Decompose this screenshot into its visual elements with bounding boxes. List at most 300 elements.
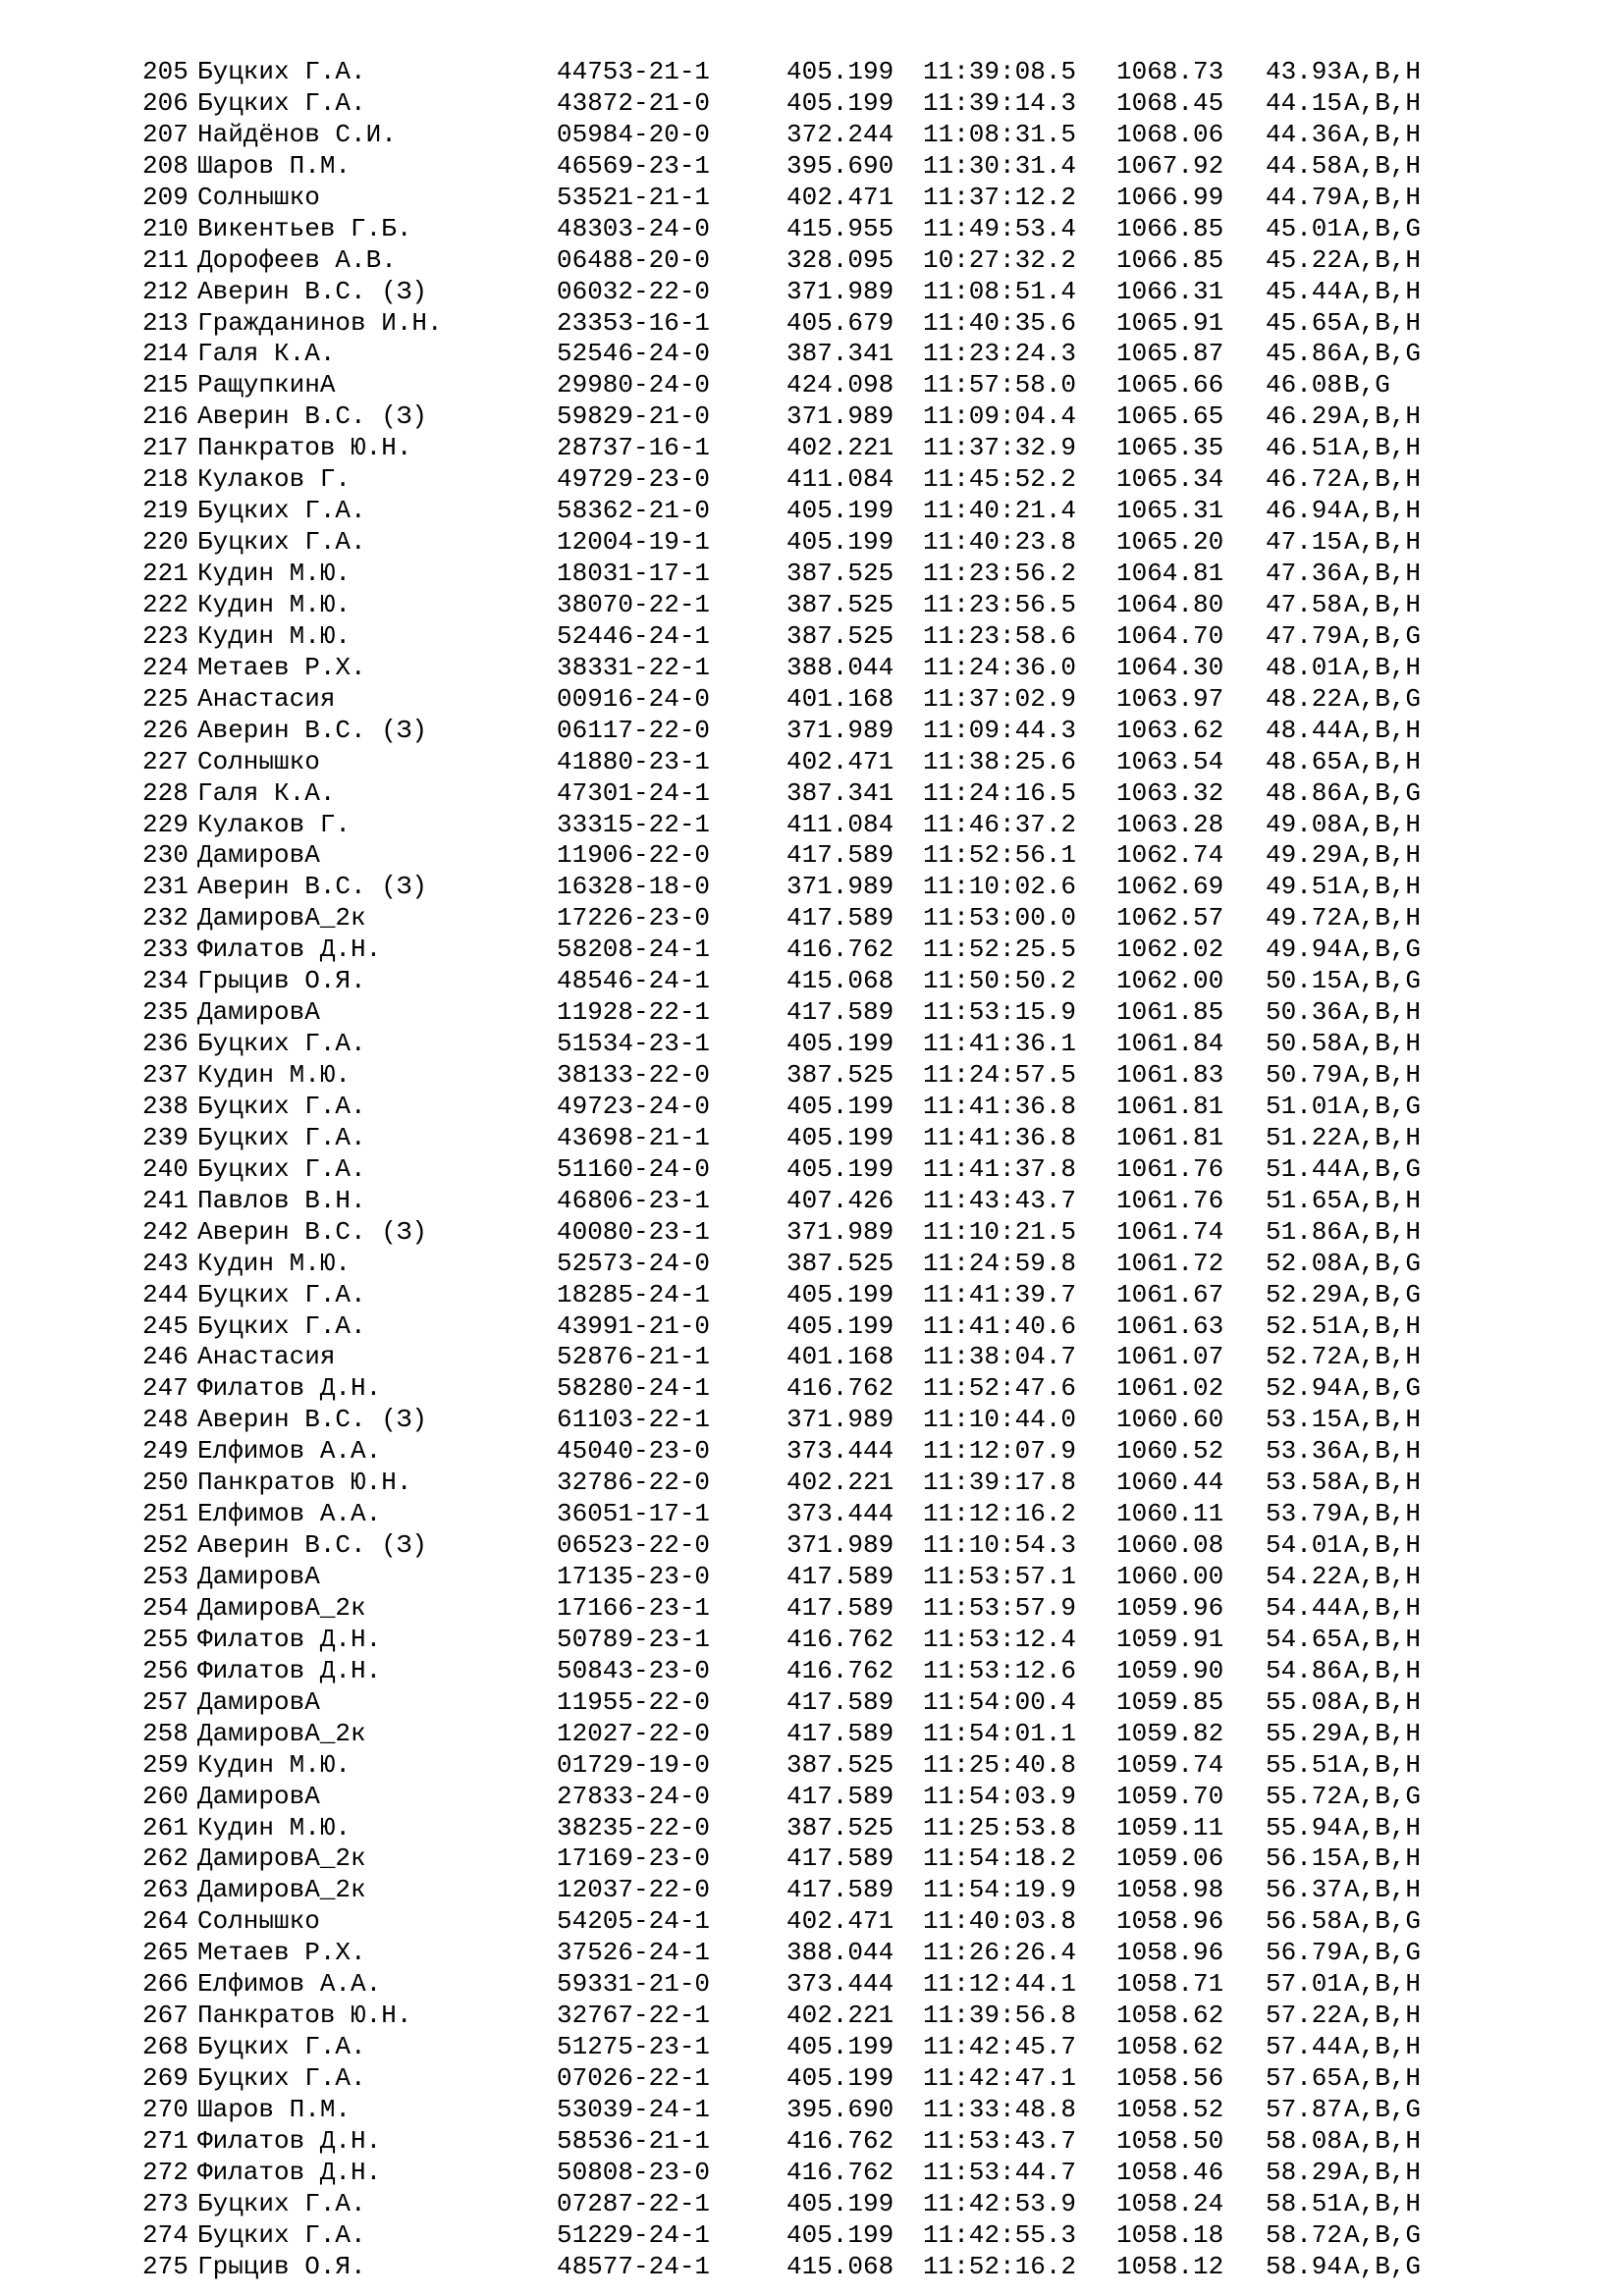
table-row xyxy=(142,2189,1482,2220)
fancier-name-cell: Анастасия xyxy=(197,1342,336,1372)
speed-cell: 1061.07 xyxy=(1116,1342,1224,1372)
place-cell: 253 xyxy=(142,1562,189,1591)
coefficient-cell: 47.15 xyxy=(1266,527,1343,558)
category-cell: A,B,H xyxy=(1344,1185,1422,1215)
coefficient-cell: 52.08 xyxy=(1266,1248,1343,1278)
fancier-name-cell: Кудин М.Ю. xyxy=(197,1248,352,1278)
table-row xyxy=(142,1687,1482,1719)
speed-cell: 1064.30 xyxy=(1116,652,1224,682)
arrival-time-cell: 11:23:24.3 xyxy=(923,339,1077,369)
table-row xyxy=(142,433,1482,464)
fancier-name-cell: Викентьев Г.Б. xyxy=(197,213,412,243)
coefficient-cell: 45.44 xyxy=(1266,276,1343,306)
speed-cell: 1065.20 xyxy=(1116,527,1224,558)
fancier-name-cell: Метаев Р.Х. xyxy=(197,1938,366,1968)
arrival-time-cell: 11:41:36.1 xyxy=(923,1029,1077,1059)
speed-cell: 1058.12 xyxy=(1116,2251,1224,2281)
ring-number-cell: 06488-20-0 xyxy=(557,244,711,275)
place-cell: 212 xyxy=(142,276,189,306)
fancier-name-cell: Филатов Д.Н. xyxy=(197,1624,382,1654)
place-cell: 225 xyxy=(142,683,189,714)
coefficient-cell: 57.87 xyxy=(1266,2094,1343,2124)
ring-number-cell: 59829-21-0 xyxy=(557,401,711,432)
speed-cell: 1060.60 xyxy=(1116,1405,1224,1435)
arrival-time-cell: 11:23:56.5 xyxy=(923,589,1077,619)
place-cell: 271 xyxy=(142,2125,189,2156)
speed-cell: 1060.08 xyxy=(1116,1530,1224,1561)
coefficient-cell: 53.79 xyxy=(1266,1499,1343,1529)
ring-number-cell: 48577-24-1 xyxy=(557,2251,711,2281)
distance-cell: 373.444 xyxy=(786,1436,894,1467)
arrival-time-cell: 11:54:01.1 xyxy=(923,1718,1077,1748)
table-row xyxy=(142,2220,1482,2252)
table-row xyxy=(142,997,1482,1029)
coefficient-cell: 50.79 xyxy=(1266,1060,1343,1090)
fancier-name-cell: Аверин В.С. (З) xyxy=(197,276,428,306)
speed-cell: 1066.85 xyxy=(1116,213,1224,243)
category-cell: A,B,H xyxy=(1344,307,1422,338)
place-cell: 221 xyxy=(142,559,189,588)
speed-cell: 1059.85 xyxy=(1116,1686,1224,1717)
fancier-name-cell: Буцких Г.А. xyxy=(197,2032,366,2062)
coefficient-cell: 57.65 xyxy=(1266,2063,1343,2093)
arrival-time-cell: 11:26:26.4 xyxy=(923,1938,1077,1968)
place-cell: 264 xyxy=(142,1906,189,1937)
ring-number-cell: 45040-23-0 xyxy=(557,1436,711,1467)
distance-cell: 387.525 xyxy=(786,559,894,588)
place-cell: 223 xyxy=(142,620,189,651)
speed-cell: 1058.56 xyxy=(1116,2063,1224,2093)
table-row xyxy=(142,1906,1482,1938)
coefficient-cell: 51.22 xyxy=(1266,1122,1343,1152)
arrival-time-cell: 11:39:56.8 xyxy=(923,2001,1077,2031)
fancier-name-cell: Аверин В.С. (З) xyxy=(197,872,428,902)
speed-cell: 1059.96 xyxy=(1116,1592,1224,1623)
ring-number-cell: 00916-24-0 xyxy=(557,683,711,714)
category-cell: A,B,H xyxy=(1344,2001,1422,2031)
speed-cell: 1058.62 xyxy=(1116,2001,1224,2031)
distance-cell: 405.199 xyxy=(786,527,894,558)
category-cell: A,B,H xyxy=(1344,903,1422,934)
ring-number-cell: 51275-23-1 xyxy=(557,2032,711,2062)
distance-cell: 415.068 xyxy=(786,2251,894,2281)
ring-number-cell: 38133-22-0 xyxy=(557,1060,711,1090)
table-row xyxy=(142,464,1482,496)
arrival-time-cell: 11:10:02.6 xyxy=(923,872,1077,902)
speed-cell: 1061.72 xyxy=(1116,1248,1224,1278)
speed-cell: 1061.74 xyxy=(1116,1216,1224,1247)
distance-cell: 387.525 xyxy=(786,1248,894,1278)
table-row xyxy=(142,778,1482,810)
table-row xyxy=(142,1938,1482,1969)
place-cell: 241 xyxy=(142,1185,189,1215)
category-cell: A,B,G xyxy=(1344,1091,1422,1121)
distance-cell: 371.989 xyxy=(786,1530,894,1561)
fancier-name-cell: Кулаков Г. xyxy=(197,464,352,495)
coefficient-cell: 48.86 xyxy=(1266,777,1343,808)
ring-number-cell: 29980-24-0 xyxy=(557,370,711,400)
coefficient-cell: 54.22 xyxy=(1266,1562,1343,1591)
table-row xyxy=(142,370,1482,401)
category-cell: A,B,G xyxy=(1344,2219,1422,2250)
place-cell: 266 xyxy=(142,1969,189,2000)
place-cell: 229 xyxy=(142,809,189,839)
ring-number-cell: 43872-21-0 xyxy=(557,87,711,118)
place-cell: 259 xyxy=(142,1749,189,1780)
place-cell: 270 xyxy=(142,2094,189,2124)
fancier-name-cell: Буцких Г.А. xyxy=(197,1091,366,1121)
distance-cell: 401.168 xyxy=(786,683,894,714)
ring-number-cell: 06032-22-0 xyxy=(557,276,711,306)
place-cell: 216 xyxy=(142,401,189,432)
speed-cell: 1058.24 xyxy=(1116,2188,1224,2218)
arrival-time-cell: 11:09:44.3 xyxy=(923,715,1077,745)
distance-cell: 387.525 xyxy=(786,1749,894,1780)
ring-number-cell: 40080-23-1 xyxy=(557,1216,711,1247)
ring-number-cell: 16328-18-0 xyxy=(557,872,711,902)
category-cell: A,B,H xyxy=(1344,589,1422,619)
distance-cell: 416.762 xyxy=(786,2125,894,2156)
fancier-name-cell: Галя К.А. xyxy=(197,339,336,369)
ring-number-cell: 23353-16-1 xyxy=(557,307,711,338)
distance-cell: 387.525 xyxy=(786,1060,894,1090)
distance-cell: 402.471 xyxy=(786,182,894,212)
category-cell: A,B,H xyxy=(1344,809,1422,839)
category-cell: A,B,H xyxy=(1344,1655,1422,1685)
fancier-name-cell: Буцких Г.А. xyxy=(197,57,366,86)
speed-cell: 1059.91 xyxy=(1116,1624,1224,1654)
table-row xyxy=(142,401,1482,433)
distance-cell: 395.690 xyxy=(786,150,894,181)
fancier-name-cell: Филатов Д.Н. xyxy=(197,1655,382,1685)
coefficient-cell: 44.36 xyxy=(1266,119,1343,149)
ring-number-cell: 52446-24-1 xyxy=(557,620,711,651)
arrival-time-cell: 11:40:35.6 xyxy=(923,307,1077,338)
ring-number-cell: 58280-24-1 xyxy=(557,1373,711,1404)
category-cell: A,B,H xyxy=(1344,119,1422,149)
speed-cell: 1063.97 xyxy=(1116,683,1224,714)
table-row xyxy=(142,1530,1482,1562)
results-table xyxy=(142,57,1482,2283)
distance-cell: 387.525 xyxy=(786,1812,894,1842)
place-cell: 213 xyxy=(142,307,189,338)
category-cell: A,B,G xyxy=(1344,2251,1422,2281)
category-cell: A,B,H xyxy=(1344,464,1422,495)
speed-cell: 1068.06 xyxy=(1116,119,1224,149)
speed-cell: 1061.85 xyxy=(1116,997,1224,1028)
coefficient-cell: 58.29 xyxy=(1266,2157,1343,2187)
coefficient-cell: 58.08 xyxy=(1266,2125,1343,2156)
speed-cell: 1066.99 xyxy=(1116,182,1224,212)
speed-cell: 1059.06 xyxy=(1116,1843,1224,1874)
ring-number-cell: 46806-23-1 xyxy=(557,1185,711,1215)
ring-number-cell: 17135-23-0 xyxy=(557,1562,711,1591)
coefficient-cell: 46.51 xyxy=(1266,433,1343,463)
place-cell: 220 xyxy=(142,527,189,558)
distance-cell: 328.095 xyxy=(786,244,894,275)
distance-cell: 411.084 xyxy=(786,464,894,495)
coefficient-cell: 50.36 xyxy=(1266,997,1343,1028)
category-cell: A,B,H xyxy=(1344,87,1422,118)
speed-cell: 1065.91 xyxy=(1116,307,1224,338)
place-cell: 227 xyxy=(142,746,189,776)
ring-number-cell: 17226-23-0 xyxy=(557,903,711,934)
distance-cell: 402.221 xyxy=(786,2001,894,2031)
arrival-time-cell: 11:25:40.8 xyxy=(923,1749,1077,1780)
speed-cell: 1068.45 xyxy=(1116,87,1224,118)
place-cell: 272 xyxy=(142,2157,189,2187)
table-row xyxy=(142,590,1482,621)
distance-cell: 405.199 xyxy=(786,57,894,86)
arrival-time-cell: 11:33:48.8 xyxy=(923,2094,1077,2124)
place-cell: 233 xyxy=(142,934,189,965)
distance-cell: 417.589 xyxy=(786,1592,894,1623)
category-cell: A,B,G xyxy=(1344,1906,1422,1937)
fancier-name-cell: ДамировА_2к xyxy=(197,1875,366,1905)
table-row xyxy=(142,1342,1482,1373)
table-row xyxy=(142,120,1482,151)
category-cell: A,B,H xyxy=(1344,1029,1422,1059)
table-row xyxy=(142,1217,1482,1249)
distance-cell: 405.199 xyxy=(786,2063,894,2093)
speed-cell: 1065.66 xyxy=(1116,370,1224,400)
distance-cell: 405.199 xyxy=(786,1122,894,1152)
coefficient-cell: 57.44 xyxy=(1266,2032,1343,2062)
place-cell: 258 xyxy=(142,1718,189,1748)
table-row xyxy=(142,1562,1482,1593)
table-row xyxy=(142,1060,1482,1092)
fancier-name-cell: Аверин В.С. (З) xyxy=(197,1530,428,1561)
arrival-time-cell: 11:10:54.3 xyxy=(923,1530,1077,1561)
category-cell: A,B,H xyxy=(1344,1405,1422,1435)
category-cell: A,B,G xyxy=(1344,966,1422,996)
category-cell: A,B,H xyxy=(1344,1499,1422,1529)
speed-cell: 1060.44 xyxy=(1116,1468,1224,1498)
coefficient-cell: 48.22 xyxy=(1266,683,1343,714)
speed-cell: 1059.11 xyxy=(1116,1812,1224,1842)
ring-number-cell: 38070-22-1 xyxy=(557,589,711,619)
fancier-name-cell: ДамировА xyxy=(197,997,320,1028)
place-cell: 217 xyxy=(142,433,189,463)
fancier-name-cell: Солнышко xyxy=(197,746,320,776)
distance-cell: 416.762 xyxy=(786,2157,894,2187)
arrival-time-cell: 11:43:43.7 xyxy=(923,1185,1077,1215)
table-row xyxy=(142,903,1482,934)
table-row xyxy=(142,653,1482,684)
coefficient-cell: 45.65 xyxy=(1266,307,1343,338)
arrival-time-cell: 11:52:56.1 xyxy=(923,840,1077,871)
ring-number-cell: 54205-24-1 xyxy=(557,1906,711,1937)
place-cell: 208 xyxy=(142,150,189,181)
category-cell: A,B,G xyxy=(1344,1153,1422,1184)
category-cell: A,B,H xyxy=(1344,1686,1422,1717)
distance-cell: 415.955 xyxy=(786,213,894,243)
coefficient-cell: 55.94 xyxy=(1266,1812,1343,1842)
coefficient-cell: 47.79 xyxy=(1266,620,1343,651)
coefficient-cell: 55.29 xyxy=(1266,1718,1343,1748)
ring-number-cell: 59331-21-0 xyxy=(557,1969,711,2000)
distance-cell: 371.989 xyxy=(786,401,894,432)
coefficient-cell: 56.15 xyxy=(1266,1843,1343,1874)
arrival-time-cell: 11:09:04.4 xyxy=(923,401,1077,432)
table-row xyxy=(142,1719,1482,1750)
speed-cell: 1062.00 xyxy=(1116,966,1224,996)
coefficient-cell: 49.51 xyxy=(1266,872,1343,902)
speed-cell: 1061.67 xyxy=(1116,1279,1224,1309)
distance-cell: 402.471 xyxy=(786,1906,894,1937)
ring-number-cell: 43698-21-1 xyxy=(557,1122,711,1152)
speed-cell: 1064.70 xyxy=(1116,620,1224,651)
coefficient-cell: 51.65 xyxy=(1266,1185,1343,1215)
arrival-time-cell: 11:52:25.5 xyxy=(923,934,1077,965)
table-row xyxy=(142,1843,1482,1875)
speed-cell: 1065.35 xyxy=(1116,433,1224,463)
speed-cell: 1060.11 xyxy=(1116,1499,1224,1529)
fancier-name-cell: Анастасия xyxy=(197,683,336,714)
place-cell: 267 xyxy=(142,2001,189,2031)
ring-number-cell: 12027-22-0 xyxy=(557,1718,711,1748)
ring-number-cell: 50789-23-1 xyxy=(557,1624,711,1654)
category-cell: A,B,H xyxy=(1344,1749,1422,1780)
ring-number-cell: 05984-20-0 xyxy=(557,119,711,149)
arrival-time-cell: 11:52:16.2 xyxy=(923,2251,1077,2281)
place-cell: 260 xyxy=(142,1781,189,1811)
ring-number-cell: 36051-17-1 xyxy=(557,1499,711,1529)
speed-cell: 1061.76 xyxy=(1116,1153,1224,1184)
distance-cell: 371.989 xyxy=(786,1405,894,1435)
ring-number-cell: 12037-22-0 xyxy=(557,1875,711,1905)
fancier-name-cell: Буцких Г.А. xyxy=(197,1310,366,1341)
speed-cell: 1065.65 xyxy=(1116,401,1224,432)
table-row xyxy=(142,747,1482,778)
fancier-name-cell: Грыцив О.Я. xyxy=(197,966,366,996)
table-row xyxy=(142,1593,1482,1625)
category-cell: A,B,G xyxy=(1344,934,1422,965)
coefficient-cell: 49.94 xyxy=(1266,934,1343,965)
fancier-name-cell: Елфимов А.А. xyxy=(197,1969,382,2000)
ring-number-cell: 12004-19-1 xyxy=(557,527,711,558)
place-cell: 252 xyxy=(142,1530,189,1561)
coefficient-cell: 54.86 xyxy=(1266,1655,1343,1685)
distance-cell: 416.762 xyxy=(786,1624,894,1654)
category-cell: A,B,H xyxy=(1344,997,1422,1028)
speed-cell: 1058.96 xyxy=(1116,1906,1224,1937)
category-cell: A,B,G xyxy=(1344,620,1422,651)
coefficient-cell: 44.15 xyxy=(1266,87,1343,118)
coefficient-cell: 48.44 xyxy=(1266,715,1343,745)
distance-cell: 372.244 xyxy=(786,119,894,149)
table-row xyxy=(142,1875,1482,1906)
distance-cell: 371.989 xyxy=(786,872,894,902)
table-row xyxy=(142,872,1482,903)
arrival-time-cell: 11:53:57.9 xyxy=(923,1592,1077,1623)
arrival-time-cell: 11:53:15.9 xyxy=(923,997,1077,1028)
category-cell: A,B,H xyxy=(1344,652,1422,682)
arrival-time-cell: 11:53:12.6 xyxy=(923,1655,1077,1685)
category-cell: A,B,H xyxy=(1344,1812,1422,1842)
speed-cell: 1064.81 xyxy=(1116,559,1224,588)
distance-cell: 405.199 xyxy=(786,1279,894,1309)
table-row xyxy=(142,1311,1482,1343)
speed-cell: 1058.52 xyxy=(1116,2094,1224,2124)
distance-cell: 405.199 xyxy=(786,1310,894,1341)
arrival-time-cell: 11:49:53.4 xyxy=(923,213,1077,243)
place-cell: 248 xyxy=(142,1405,189,1435)
category-cell: A,B,H xyxy=(1344,1122,1422,1152)
coefficient-cell: 48.65 xyxy=(1266,746,1343,776)
coefficient-cell: 54.44 xyxy=(1266,1592,1343,1623)
speed-cell: 1060.52 xyxy=(1116,1436,1224,1467)
distance-cell: 407.426 xyxy=(786,1185,894,1215)
distance-cell: 401.168 xyxy=(786,1342,894,1372)
ring-number-cell: 33315-22-1 xyxy=(557,809,711,839)
distance-cell: 417.589 xyxy=(786,1875,894,1905)
place-cell: 244 xyxy=(142,1279,189,1309)
speed-cell: 1062.57 xyxy=(1116,903,1224,934)
speed-cell: 1061.84 xyxy=(1116,1029,1224,1059)
ring-number-cell: 58362-21-0 xyxy=(557,496,711,526)
table-row xyxy=(142,1782,1482,1813)
category-cell: A,B,H xyxy=(1344,527,1422,558)
coefficient-cell: 52.72 xyxy=(1266,1342,1343,1372)
ring-number-cell: 06523-22-0 xyxy=(557,1530,711,1561)
coefficient-cell: 57.01 xyxy=(1266,1969,1343,2000)
place-cell: 239 xyxy=(142,1122,189,1152)
place-cell: 247 xyxy=(142,1373,189,1404)
speed-cell: 1058.46 xyxy=(1116,2157,1224,2187)
fancier-name-cell: Буцких Г.А. xyxy=(197,1153,366,1184)
ring-number-cell: 28737-16-1 xyxy=(557,433,711,463)
category-cell: A,B,H xyxy=(1344,1875,1422,1905)
place-cell: 207 xyxy=(142,119,189,149)
coefficient-cell: 45.22 xyxy=(1266,244,1343,275)
fancier-name-cell: Гражданинов И.Н. xyxy=(197,307,443,338)
coefficient-cell: 56.58 xyxy=(1266,1906,1343,1937)
place-cell: 226 xyxy=(142,715,189,745)
place-cell: 205 xyxy=(142,57,189,86)
distance-cell: 371.989 xyxy=(786,715,894,745)
ring-number-cell: 17166-23-1 xyxy=(557,1592,711,1623)
arrival-time-cell: 11:10:21.5 xyxy=(923,1216,1077,1247)
place-cell: 257 xyxy=(142,1686,189,1717)
category-cell: A,B,G xyxy=(1344,1938,1422,1968)
table-row xyxy=(142,214,1482,245)
place-cell: 254 xyxy=(142,1592,189,1623)
table-row xyxy=(142,1436,1482,1468)
fancier-name-cell: РащупкинА xyxy=(197,370,336,400)
speed-cell: 1065.87 xyxy=(1116,339,1224,369)
table-row xyxy=(142,245,1482,277)
coefficient-cell: 43.93 xyxy=(1266,57,1343,86)
arrival-time-cell: 11:42:47.1 xyxy=(923,2063,1077,2093)
place-cell: 251 xyxy=(142,1499,189,1529)
fancier-name-cell: Панкратов Ю.Н. xyxy=(197,433,412,463)
category-cell: A,B,H xyxy=(1344,872,1422,902)
distance-cell: 417.589 xyxy=(786,840,894,871)
arrival-time-cell: 11:53:00.0 xyxy=(923,903,1077,934)
place-cell: 261 xyxy=(142,1812,189,1842)
arrival-time-cell: 11:12:16.2 xyxy=(923,1499,1077,1529)
ring-number-cell: 11928-22-1 xyxy=(557,997,711,1028)
category-cell: A,B,G xyxy=(1344,1781,1422,1811)
coefficient-cell: 47.36 xyxy=(1266,559,1343,588)
distance-cell: 405.199 xyxy=(786,2219,894,2250)
coefficient-cell: 50.15 xyxy=(1266,966,1343,996)
coefficient-cell: 49.72 xyxy=(1266,903,1343,934)
speed-cell: 1061.76 xyxy=(1116,1185,1224,1215)
coefficient-cell: 53.15 xyxy=(1266,1405,1343,1435)
coefficient-cell: 52.94 xyxy=(1266,1373,1343,1404)
